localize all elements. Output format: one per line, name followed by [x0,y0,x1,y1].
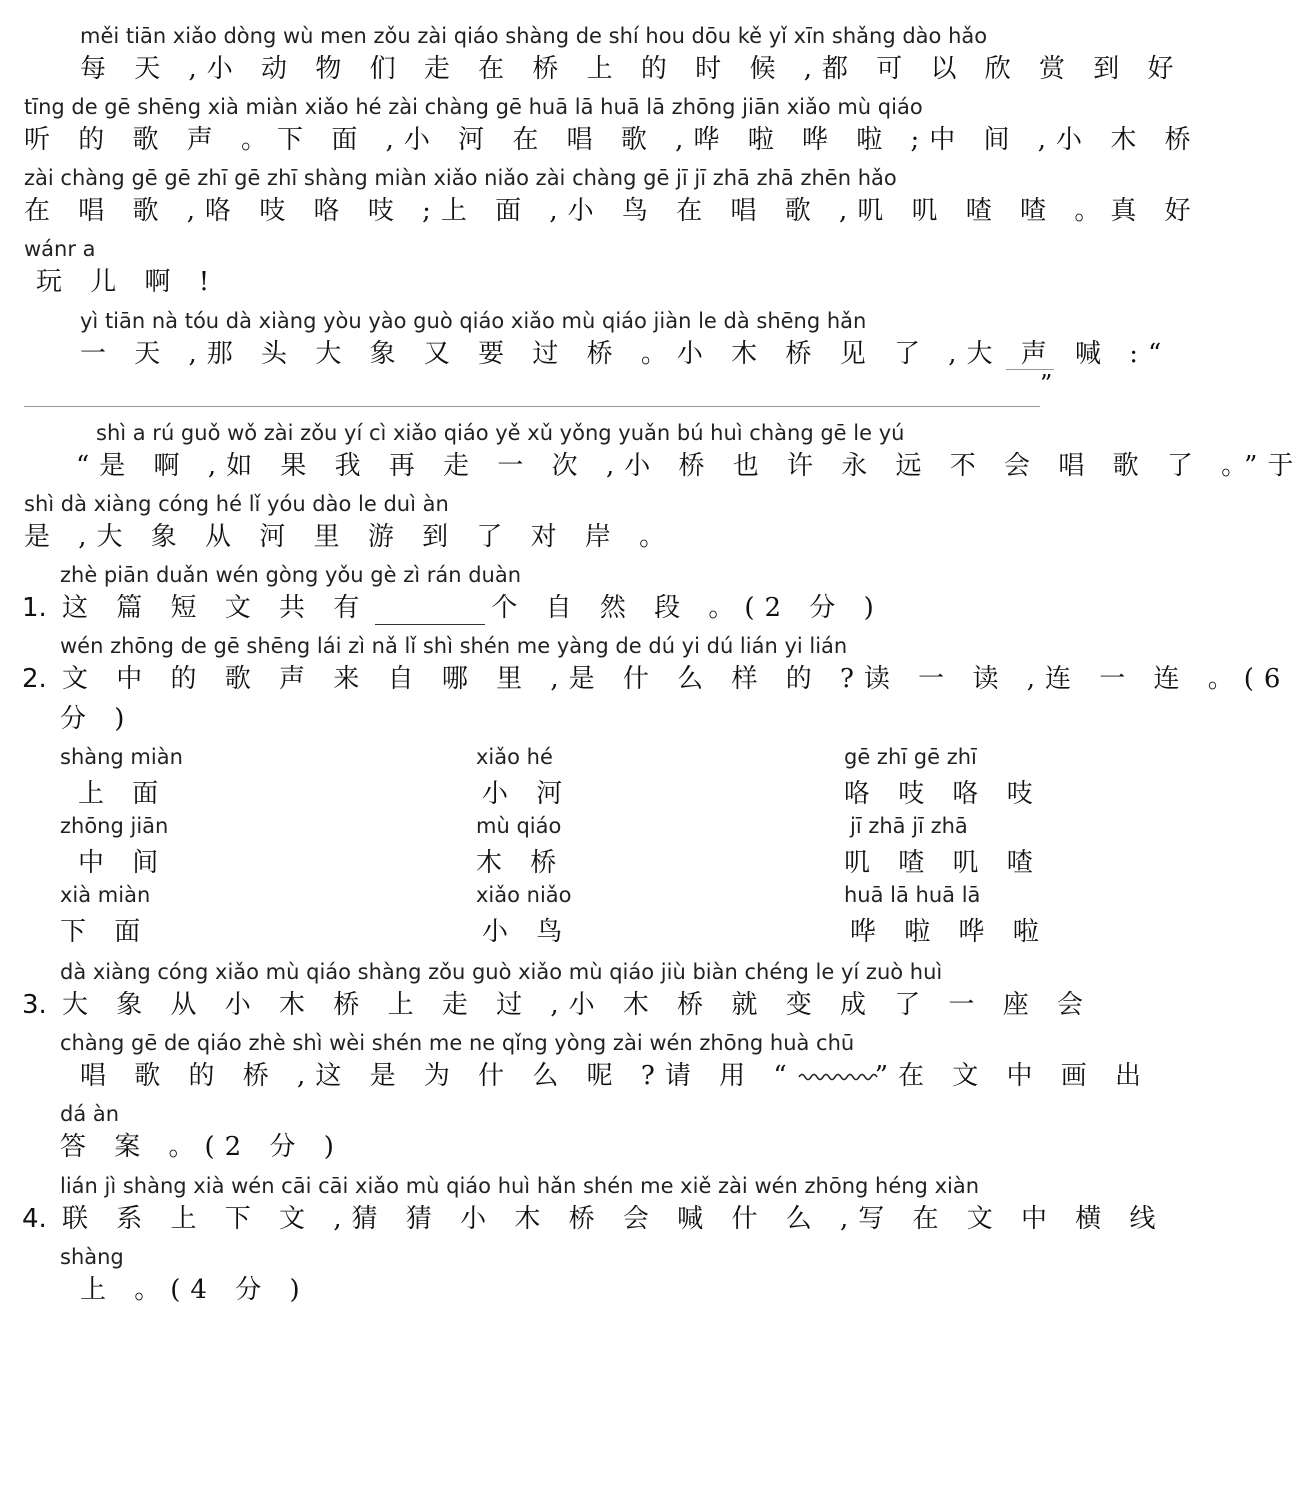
story-text-line: 每 天 ,小 动 物 们 走 在 桥 上 的 时 候 ,都 可 以 欣 赏 到 好 [80,54,1184,84]
story-text-line: 在 唱 歌 ,咯 吱 咯 吱 ;上 面 ,小 鸟 在 唱 歌 ,叽 叽 喳 喳 。真 好 [24,196,1201,226]
story-pinyin-line: shì dà xiàng cóng hé lǐ yóu dào le duì àn [24,492,449,516]
matching-column-middle [476,745,572,949]
story-text-line: 听 的 歌 声 。下 面 ,小 河 在 唱 歌 ,哗 啦 哗 啦 ;中 间 ,小 木 桥 [24,125,1201,155]
match-item-pinyin: jī zhā jī zhā [850,814,968,838]
match-item-pinyin: shàng miàn [60,745,183,769]
match-item-pinyin: xià miàn [60,883,151,907]
question-number: 4. [22,1204,47,1234]
story-text-line: “是 啊 ,如 果 我 再 走 一 次 ,小 桥 也 许 永 远 不 会 唱 歌 了 。”于 [76,451,1303,481]
question-3-pinyin: dà xiàng cóng xiǎo mù qiáo shàng zǒu guò xiǎo mù qiáo jiù biàn chéng le yí zuò huì [60,960,943,984]
question-3-text-cont: 答 案 。(2 分 ) [60,1132,344,1162]
question-3 [22,988,1094,1022]
match-item-text: 上 面 [78,779,169,809]
match-item-text: 咯 吱 咯 吱 [844,779,1043,809]
match-item[interactable] [60,745,183,811]
matching-column-right [844,745,1049,949]
story-pinyin-line: yì tiān nà tóu dà xiàng yòu yào guò qiáo xiǎo mù qiáo jiàn le dà shēng hǎn [80,309,867,333]
question-4-text: 联 系 上 下 文 ,猜 猜 小 木 桥 会 喊 什 么 ,写 在 文 中 横 线 [62,1204,1166,1234]
story-pinyin-line: tīng de gē shēng xià miàn xiǎo hé zài chàng gē huā lā huā lā zhōng jiān xiǎo mù qiáo [24,95,923,119]
question-number: 3. [22,990,47,1020]
question-3-pinyin: dá àn [60,1102,120,1126]
match-item[interactable] [476,814,572,880]
question-3-text-cont [80,1059,1152,1093]
question-4-text-cont: 上 。(4 分 ) [80,1275,310,1305]
question-2-pinyin: wén zhōng de gē shēng lái zì nǎ lǐ shì shén me yàng de dú yi dú lián yi lián [60,634,848,658]
match-item[interactable] [60,883,183,949]
match-item[interactable] [60,814,183,880]
story-pinyin-line: wánr a [24,237,96,261]
question-4-pinyin: shàng [60,1245,124,1269]
question-3-pinyin: chàng gē de qiáo zhè shì wèi shén me ne qǐng yòng zài wén zhōng huà chū [60,1031,855,1055]
question-number: 2. [22,664,47,694]
match-item-text: 下 面 [60,917,151,947]
match-item-pinyin: huā lā huā lā [844,883,981,907]
match-item-pinyin: xiǎo hé [476,745,553,769]
match-item-pinyin: gē zhī gē zhī [844,745,977,769]
story-pinyin-line: shì a rú guǒ wǒ zài zǒu yí cì xiǎo qiáo yě xǔ yǒng yuǎn bú huì chàng gē le yú [96,421,905,445]
story-text-line: 玩 儿 啊 ! [36,267,220,297]
question-1-text-before: 这 篇 短 文 共 有 [62,593,370,623]
question-4-pinyin: lián jì shàng xià wén cāi cāi xiǎo mù qiáo huì hǎn shén me xiě zài wén zhōng héng xiàn [60,1174,980,1198]
question-3-text-before: 唱 歌 的 桥 ,这 是 为 什 么 呢 ?请 用 “ [80,1061,797,1091]
story-pinyin-line: zài chàng gē gē zhī gē zhī shàng miàn xiǎo niǎo zài chàng gē jī jī zhā zhā zhēn hǎo [24,166,897,190]
question-2-text-cont: 分 ) [60,704,135,734]
match-item-pinyin: xiǎo niǎo [476,883,572,907]
answer-blank-line[interactable] [24,406,1040,407]
match-item-text: 叽 喳 叽 喳 [844,848,1043,878]
match-item-text: 小 鸟 [482,917,573,947]
question-3-text: 大 象 从 小 木 桥 上 走 过 ,小 木 桥 就 变 成 了 一 座 会 [62,990,1094,1020]
question-3-text-after: ”在 文 中 画 出 [874,1061,1152,1091]
match-item-text: 小 河 [482,779,573,809]
question-1 [22,591,1052,625]
match-item-text: 中 间 [78,848,169,878]
match-item-text: 哗 啦 哗 啦 [850,917,1049,947]
question-1-answer-blank[interactable] [375,598,485,625]
match-item-pinyin: mù qiáo [476,814,562,838]
match-item[interactable] [476,745,572,811]
match-item[interactable] [844,745,1049,811]
match-item-text: 木 桥 [476,848,567,878]
match-item-pinyin: zhōng jiān [60,814,169,838]
question-number: 1. [22,593,47,623]
story-text-line: 一 天 ,那 头 大 象 又 要 过 桥 。小 木 桥 见 了 ,大 声 喊 :“ [80,339,1172,369]
question-1-pinyin: zhè piān duǎn wén gòng yǒu gè zì rán duàn [60,563,522,587]
question-4 [22,1202,1166,1236]
question-2-text: 文 中 的 歌 声 来 自 哪 里 ,是 什 么 样 的 ?读 一 读 ,连 一 连 。(6 [62,664,1291,694]
story-pinyin-line: měi tiān xiǎo dòng wù men zǒu zài qiáo shàng de shí hou dōu kě yǐ xīn shǎng dào hǎo [80,24,988,48]
question-1-text-after: 个 自 然 段 。(2 分 ) [491,593,884,623]
question-2 [22,662,1291,696]
wavy-underline-icon [797,1069,875,1085]
story-text-line: 是 ,大 象 从 河 里 游 到 了 对 岸 。 [24,522,676,552]
closing-quote: ” [1040,370,1053,398]
match-item[interactable] [476,883,572,949]
match-item[interactable] [844,814,1049,880]
match-item[interactable] [844,883,1049,949]
matching-column-left [60,745,183,949]
